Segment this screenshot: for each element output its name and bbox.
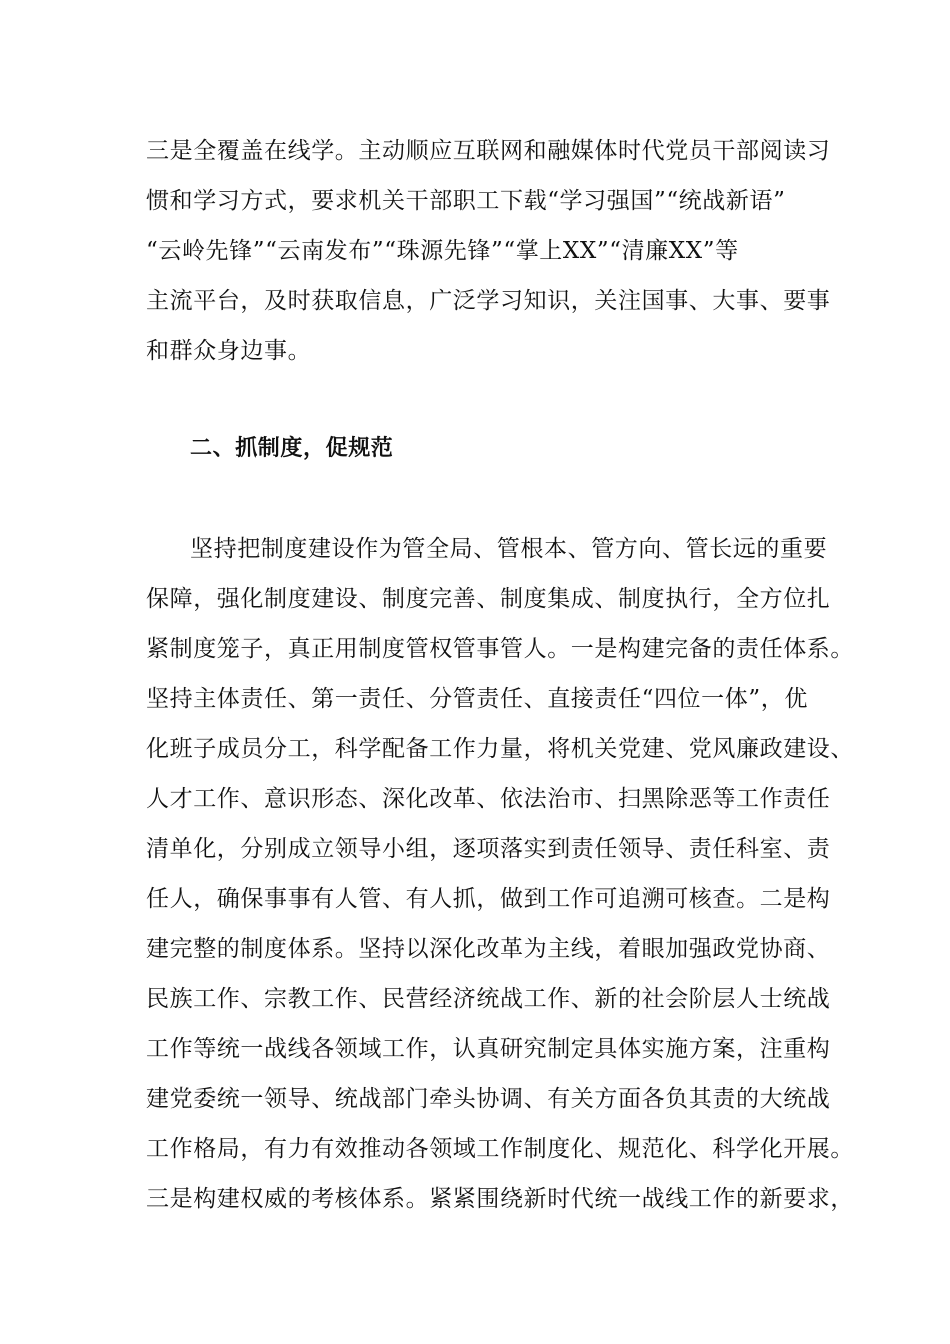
paragraph-1-line-4: 主流平台，及时获取信息，广泛学习知识，关注国事、大事、要事	[146, 288, 831, 314]
section-heading: 二、抓制度，促规范	[190, 436, 394, 461]
paragraph-2-line-13: 工作格局，有力有效推动各领域工作制度化、规范化、科学化开展。	[146, 1136, 854, 1162]
paragraph-2-line-12: 建党委统一领导、统战部门牵头协调、有关方面各负其责的大统战	[146, 1086, 831, 1112]
paragraph-2-line-7: 清单化，分别成立领导小组，逐项落实到责任领导、责任科室、责	[146, 836, 831, 862]
paragraph-2-line-3: 紧制度笼子，真正用制度管权管事管人。一是构建完备的责任体系。	[146, 636, 854, 662]
paragraph-2-line-5: 化班子成员分工，科学配备工作力量，将机关党建、党风廉政建设、	[146, 736, 854, 762]
paragraph-2-line-1: 坚持把制度建设作为管全局、管根本、管方向、管长远的重要	[190, 536, 828, 562]
paragraph-1-line-5: 和群众身边事。	[146, 338, 312, 364]
paragraph-2-line-4: 坚持主体责任、第一责任、分管责任、直接责任“四位一体”，优	[146, 686, 808, 712]
paragraph-2-line-9: 建完整的制度体系。坚持以深化改革为主线，着眼加强政党协商、	[146, 936, 831, 962]
paragraph-2-line-2: 保障，强化制度建设、制度完善、制度集成、制度执行，全方位扎	[146, 586, 831, 612]
paragraph-2-line-10: 民族工作、宗教工作、民营经济统战工作、新的社会阶层人士统战	[146, 986, 831, 1012]
paragraph-1-line-1: 三是全覆盖在线学。主动顺应互联网和融媒体时代党员干部阅读习	[146, 138, 831, 164]
paragraph-2-line-11: 工作等统一战线各领域工作，认真研究制定具体实施方案，注重构	[146, 1036, 831, 1062]
paragraph-1-line-2: 惯和学习方式，要求机关干部职工下载“学习强国”“统战新语”	[146, 188, 786, 214]
paragraph-1-line-3: “云岭先锋”“云南发布”“珠源先锋”“掌上XX”“清廉XX”等	[146, 238, 739, 264]
paragraph-2-line-14: 三是构建权威的考核体系。紧紧围绕新时代统一战线工作的新要求，	[146, 1186, 854, 1212]
paragraph-2-line-8: 任人，确保事事有人管、有人抓，做到工作可追溯可核查。二是构	[146, 886, 831, 912]
paragraph-2-line-6: 人才工作、意识形态、深化改革、依法治市、扫黑除恶等工作责任	[146, 786, 831, 812]
